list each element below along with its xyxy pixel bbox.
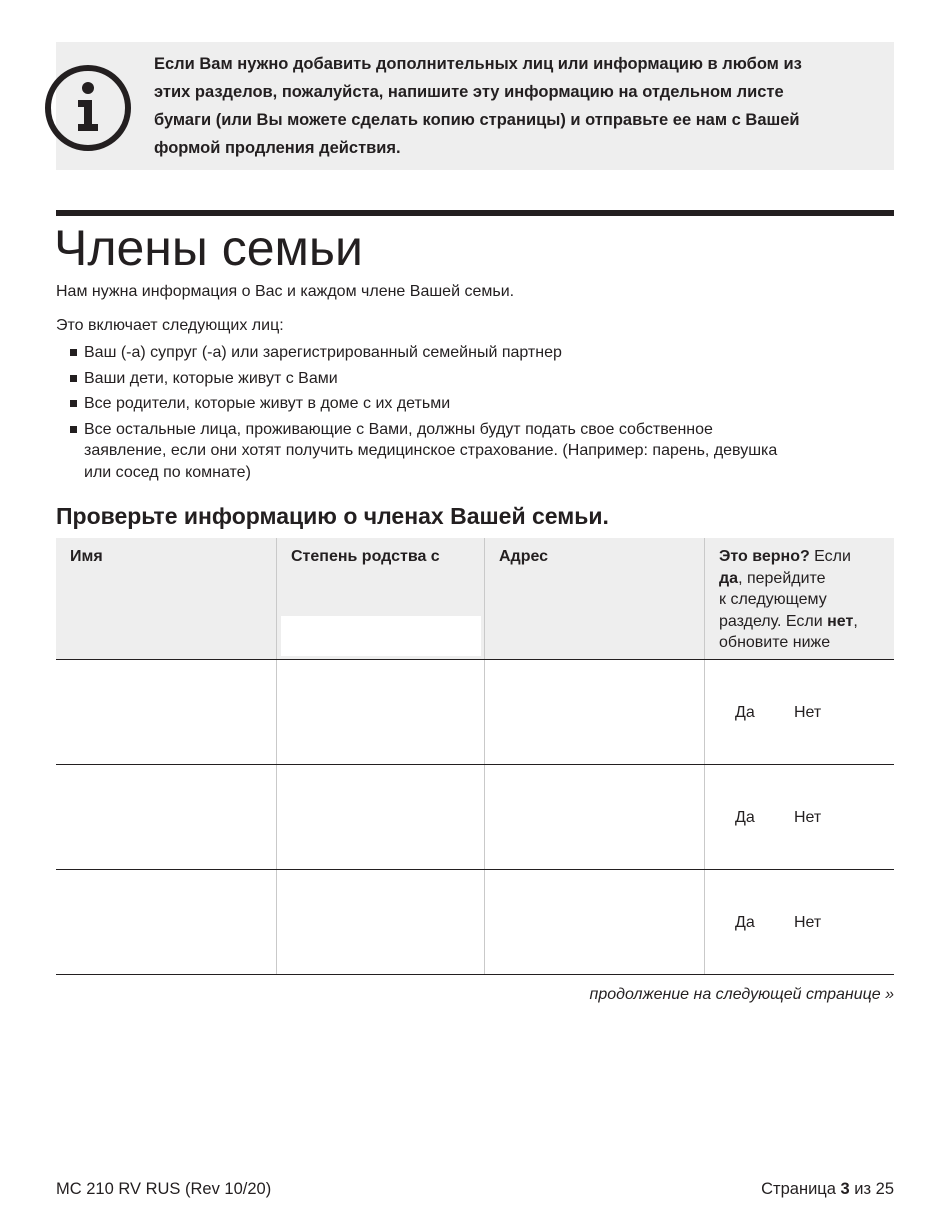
page-mid: из bbox=[849, 1180, 876, 1198]
yes-option[interactable]: Да bbox=[735, 914, 755, 931]
list-item-text: Ваши дети, которые живут с Вами bbox=[84, 369, 338, 387]
yes-option[interactable]: Да bbox=[735, 809, 755, 826]
bullet-square-icon bbox=[70, 400, 77, 407]
correct-text: разделу. Если bbox=[719, 612, 828, 630]
correct-text: обновите ниже bbox=[719, 634, 831, 651]
name-cell[interactable] bbox=[56, 870, 276, 974]
notice-line: формой продления действия. bbox=[154, 139, 401, 157]
relation-cell[interactable] bbox=[277, 660, 484, 764]
intro-line-1: Нам нужна информация о Вас и каждом члене Вашей семьи. bbox=[56, 283, 515, 300]
address-cell[interactable] bbox=[485, 870, 704, 974]
no-option[interactable]: Нет bbox=[794, 914, 822, 931]
header-relation-label: Степень родства с bbox=[291, 548, 440, 565]
correct-text: Если bbox=[809, 548, 851, 565]
relation-cell[interactable] bbox=[277, 870, 484, 974]
continued-note: продолжение на следующей странице » bbox=[589, 986, 894, 1003]
info-icon bbox=[44, 64, 132, 152]
header-address bbox=[485, 538, 704, 659]
page-total: 25 bbox=[875, 1180, 894, 1198]
table-row bbox=[56, 764, 894, 869]
name-cell[interactable] bbox=[56, 765, 276, 869]
list-item-text: Все родители, которые живут в доме с их детьми bbox=[84, 395, 451, 412]
address-cell[interactable] bbox=[485, 765, 704, 869]
bullet-square-icon bbox=[70, 375, 77, 382]
form-id: MC 210 RV RUS (Rev 10/20) bbox=[56, 1180, 272, 1198]
no-option[interactable]: Нет bbox=[794, 704, 822, 721]
list-item bbox=[56, 419, 886, 484]
title-rule bbox=[56, 210, 894, 216]
relation-cell[interactable] bbox=[277, 765, 484, 869]
notice-text bbox=[154, 50, 854, 162]
section-heading: Проверьте информацию о членах Вашей семьи. bbox=[56, 503, 609, 529]
header-correct bbox=[705, 538, 894, 659]
list-item bbox=[56, 393, 886, 415]
correct-text: к следующему bbox=[719, 591, 827, 608]
list-item bbox=[56, 368, 886, 390]
list-item-text: Все остальные лица, проживающие с Вами, должны будут подать свое собственное bbox=[84, 420, 713, 438]
header-correct-text bbox=[719, 546, 889, 654]
correct-question: Это верно? bbox=[719, 548, 810, 565]
correct-yes-word: да bbox=[719, 569, 739, 587]
page-indicator bbox=[761, 1178, 894, 1200]
page-prefix: Страница bbox=[761, 1180, 841, 1198]
name-cell[interactable] bbox=[56, 660, 276, 764]
page-title: Члены семьи bbox=[54, 220, 363, 276]
correct-text: , bbox=[853, 612, 858, 630]
intro-line-2: Это включает следующих лиц: bbox=[56, 317, 284, 334]
header-address-label: Адрес bbox=[499, 548, 549, 565]
header-name-label: Имя bbox=[70, 548, 103, 565]
header-relation bbox=[277, 538, 484, 659]
yes-option[interactable]: Да bbox=[735, 704, 755, 721]
table-row bbox=[56, 659, 894, 764]
no-option[interactable]: Нет bbox=[794, 809, 822, 826]
list-item-text: Ваш (-а) супруг (-а) или зарегистрированный семейный партнер bbox=[84, 344, 562, 361]
address-cell[interactable] bbox=[485, 660, 704, 764]
list-item bbox=[56, 342, 886, 364]
correct-no-word: нет bbox=[827, 612, 854, 630]
notice-line: бумаги (или Вы можете сделать копию страницы) и отправьте ее нам с Вашей bbox=[154, 111, 800, 129]
notice-line: Если Вам нужно добавить дополнительных лиц или информацию в любом из bbox=[154, 55, 802, 73]
notice-line: этих разделов, пожалуйста, напишите эту информацию на отдельном листе bbox=[154, 83, 784, 101]
list-item-text: заявление, если они хотят получить медицинское страхование. (Например: парень, девушка bbox=[84, 442, 778, 459]
bullet-square-icon bbox=[70, 426, 77, 433]
bullet-square-icon bbox=[70, 349, 77, 356]
list-item-text: или сосед по комнате) bbox=[84, 463, 251, 481]
correct-text: , перейдите bbox=[738, 569, 826, 587]
relation-to-field[interactable] bbox=[281, 616, 481, 656]
header-name bbox=[56, 538, 276, 659]
table-row bbox=[56, 869, 894, 975]
household-list bbox=[56, 342, 886, 487]
page-number: 3 bbox=[840, 1180, 850, 1198]
